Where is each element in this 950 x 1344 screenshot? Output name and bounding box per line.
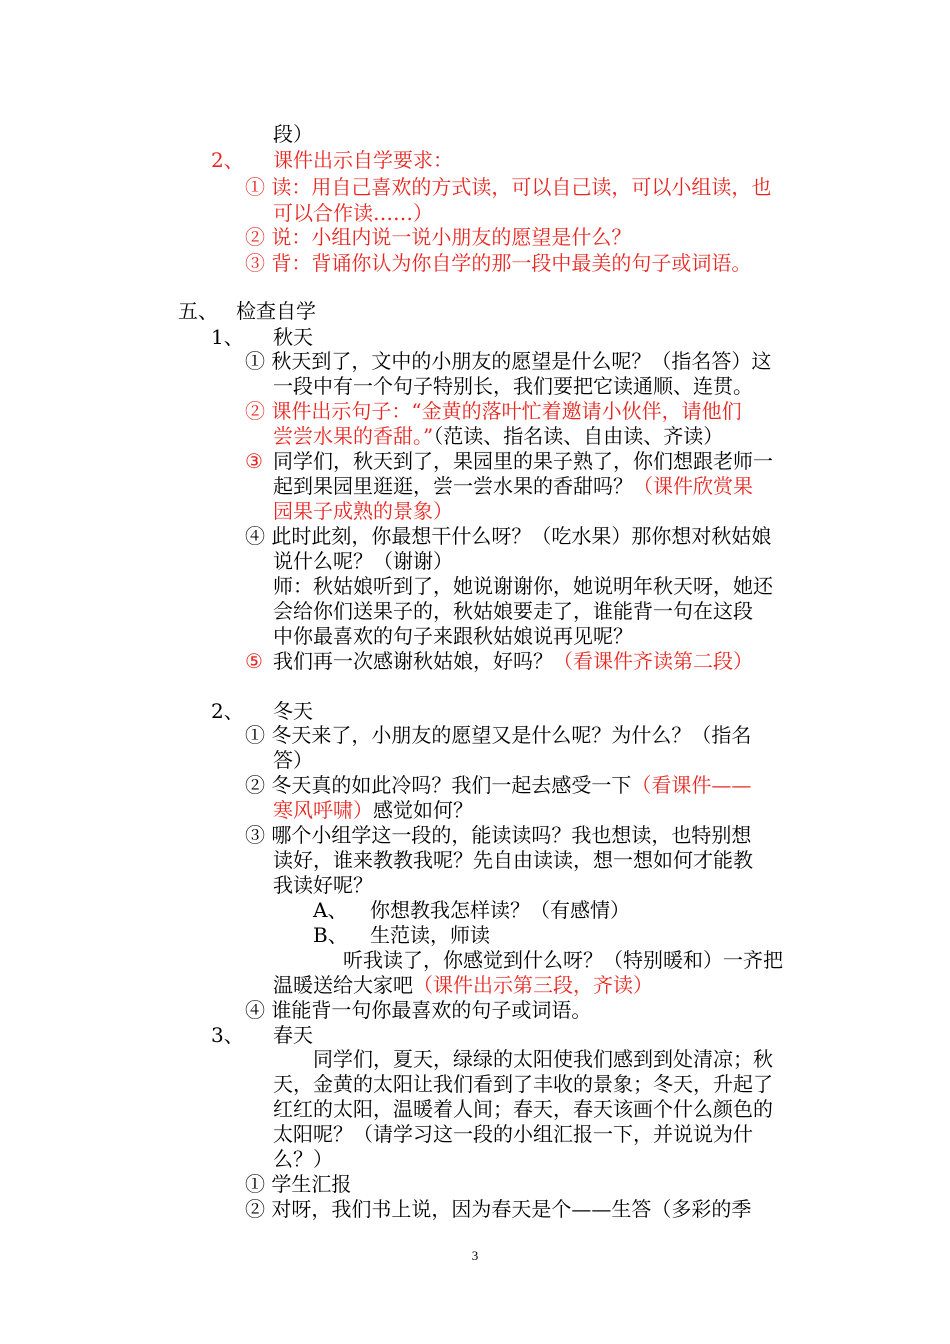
red-span: （看课件——	[631, 773, 752, 797]
text-line: ① 学生汇报	[245, 1172, 352, 1196]
text-line: 一段中有一个句子特别长，我们要把它读通顺、连贯。	[273, 374, 753, 398]
text-line: ② 对呀，我们书上说，因为春天是个——生答（多彩的季	[245, 1197, 752, 1221]
text-line: 会给你们送果子的，秋姑娘要走了，谁能背一句在这段	[273, 599, 753, 623]
text-line: 师：秋姑娘听到了，她说谢谢你，她说明年秋天呀，她还	[273, 574, 773, 598]
text-line: 红红的太阳，温暖着人间；春天，春天该画个什么颜色的	[273, 1097, 773, 1121]
text-line: 么？）	[273, 1147, 333, 1171]
subsection-heading: 秋天	[273, 325, 313, 349]
list-number: 2、	[211, 699, 244, 723]
text-line: 天，金黄的太阳让我们看到了丰收的景象；冬天，升起了	[273, 1072, 773, 1096]
text-line: ② 课件出示句子：“金黄的落叶忙着邀请小伙伴，请他们	[245, 399, 742, 423]
text-line: ① 冬天来了，小朋友的愿望又是什么呢？为什么？（指名	[245, 723, 752, 747]
list-number: ③	[245, 449, 263, 473]
list-number: 3、	[211, 1023, 244, 1047]
red-span: （课件欣赏果	[633, 474, 753, 498]
text-line: 可以合作读……）	[273, 201, 433, 225]
text-line: 同学们，秋天到了，果园里的果子熟了，你们想跟老师一	[273, 449, 773, 473]
text-line: ④ 谁能背一句你最喜欢的句子或词语。	[245, 998, 592, 1022]
text-line: 听我读了，你感觉到什么呀？（特别暖和）一齐把	[343, 948, 783, 972]
black-span: 我们再一次感谢秋姑娘，好吗？	[273, 649, 553, 673]
red-span: （看课件齐读第二段）	[553, 649, 753, 673]
section-heading: 检查自学	[236, 299, 316, 323]
subsection-heading: 春天	[273, 1023, 313, 1047]
text-line: 读好，谁来教教我呢？先自由读读，想一想如何才能教	[273, 848, 753, 872]
text-line	[273, 973, 653, 997]
text-line: ③ 背：背诵你认为你自学的那一段中最美的句子或词语。	[245, 251, 752, 275]
text-line	[273, 798, 473, 822]
list-number: 1、	[211, 325, 244, 349]
list-letter: A、	[313, 898, 348, 922]
black-span: 感觉如何？	[373, 798, 473, 822]
text-line: 答）	[273, 748, 313, 772]
text-line: 说什么呢？（谢谢）	[273, 549, 453, 573]
list-number: ⑤	[245, 649, 263, 673]
text-line: 园果子成熟的景象）	[273, 499, 453, 523]
text-line: 同学们，夏天，绿绿的太阳使我们感到到处清凉；秋	[313, 1047, 773, 1071]
text-line	[245, 773, 751, 797]
text-line: ① 秋天到了，文中的小朋友的愿望是什么呢？（指名答）这	[245, 349, 772, 373]
text-line	[273, 424, 723, 448]
list-letter: B、	[313, 923, 348, 947]
subsection-heading: 冬天	[273, 699, 313, 723]
black-span: （范读、指名读、自由读、齐读）	[433, 424, 724, 448]
text-line: ④ 此时此刻，你最想干什么呀？（吃水果）那你想对秋姑娘	[245, 524, 772, 548]
black-span: 起到果园里逛逛，尝一尝水果的香甜吗？	[273, 474, 633, 498]
red-span: （课件出示第三段，齐读）	[413, 973, 653, 997]
text-line: 中你最喜欢的句子来跟秋姑娘说再见呢？	[273, 624, 633, 648]
text-line: ① 读：用自己喜欢的方式读，可以自己读，可以小组读，也	[245, 175, 772, 199]
text-line: 你想教我怎样读？（有感情）	[370, 898, 630, 922]
text-line: ③ 哪个小组学这一段的，能读读吗？我也想读，也特别想	[245, 823, 752, 847]
text-line	[273, 474, 753, 498]
text-line: ② 说：小组内说一说小朋友的愿望是什么？	[245, 225, 632, 249]
list-number: 2、	[211, 148, 244, 172]
text-line	[273, 649, 753, 673]
page-number: 3	[471, 1248, 479, 1263]
black-span: 温暖送给大家吧	[273, 973, 413, 997]
text-line: 课件出示自学要求：	[273, 148, 453, 172]
text-line: 我读好呢？	[273, 873, 373, 897]
red-span: 寒风呼啸）	[273, 798, 373, 822]
black-span: ② 冬天真的如此冷吗？我们一起去感受一下	[245, 773, 632, 797]
text-line: 段）	[273, 122, 313, 146]
red-span: 尝尝水果的香甜。”	[273, 424, 434, 448]
text-line: 生范读，师读	[370, 923, 490, 947]
text-line: 太阳呢？（请学习这一段的小组汇报一下，并说说为什	[273, 1122, 753, 1146]
section-number: 五、	[178, 299, 218, 323]
